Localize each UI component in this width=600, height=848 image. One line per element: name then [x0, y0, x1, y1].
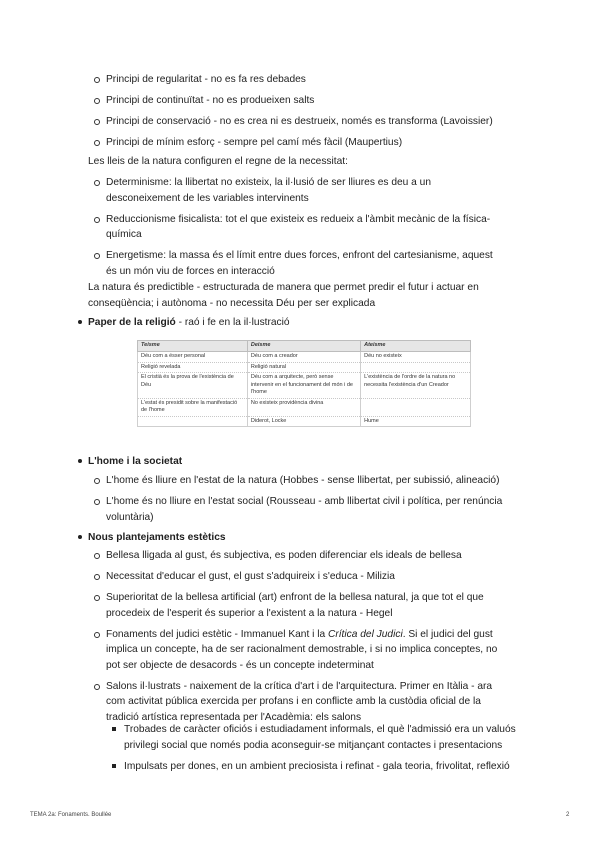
item-text: Superioritat de la bellesa artificial (art) enfront de la bellesa natural, ja que tot el que procedeix de l'esperit és superior a l'existent a la natura - Hegel: [106, 592, 484, 619]
bullet-rest: - raó i fe en la il·lustració: [175, 317, 290, 328]
list-item: Reduccionisme fisicalista: tot el que existeix es redueix a l'àmbit mecànic de la física-química: [106, 212, 506, 243]
item-text: Necessitat d'educar el gust, el gust s'adquireix i s'educa - Milizia: [106, 571, 395, 582]
item-text: Bellesa lligada al gust, és subjectiva, es poden diferenciar els ideals de bellesa: [106, 550, 462, 561]
table-cell: Déu no existeix: [361, 352, 471, 363]
table-header-row: [138, 341, 471, 352]
table-header: Teisme: [138, 341, 248, 352]
list-item: [106, 679, 506, 726]
list-item: Principi de regularitat - no es fa res debades: [106, 72, 506, 88]
list-item: Trobades de caràcter oficiós i estudiadament informals, el què l'admissió era un valuós privilegi social que només podia aconseguir-se mitjançant contactes i presentacions: [124, 722, 524, 753]
salons-list: [124, 722, 524, 780]
religion-table: [137, 340, 471, 427]
list-item: Energetisme: la massa és el límit entre dues forces, enfront del cartesianisme, aquest és un món viu de forces en interacció: [106, 248, 506, 279]
aesthetics-list: [106, 548, 506, 731]
bullet-religio: [88, 315, 290, 330]
paragraph-lleis: Les lleis de la natura configuren el regne de la necessitat:: [88, 156, 348, 167]
footer-title: TEMA 2a: Fonaments. Boullée: [30, 812, 112, 818]
list-item: Determinisme: la llibertat no existeix, la il·lusió de ser lliures es deu a un desconeixement de les variables intervinents: [106, 175, 506, 206]
table-row: [138, 362, 471, 373]
society-list: [106, 473, 506, 531]
list-item: [106, 590, 506, 621]
table-row: [138, 416, 471, 427]
list-item: [106, 569, 506, 585]
table-cell: [138, 416, 248, 427]
bullet-title: Nous plantejaments estètics: [88, 532, 226, 543]
table-cell: Déu com a arquitecte, però sense intervenir en el funcionament del món i de l'home: [247, 373, 360, 399]
list-item: L'home és lliure en l'estat de la natura (Hobbes - sense llibertat, per subissió, alineació): [106, 473, 506, 489]
table-cell: Hume: [361, 416, 471, 427]
table-cell: [361, 398, 471, 416]
necessity-list: [106, 175, 506, 285]
table-row: [138, 373, 471, 399]
bullet-home: [88, 454, 182, 469]
table-cell: L'estat és presidit sobre la manifestació de l'home: [138, 398, 248, 416]
table-cell: El cristià és la prova de l'existència de Déu: [138, 373, 248, 399]
book-title: Crítica del Judici: [327, 628, 403, 640]
table-cell: Religió revelada: [138, 362, 248, 373]
principles-list: [106, 72, 506, 156]
table-row: [138, 398, 471, 416]
list-item: [106, 627, 506, 674]
list-item: Impulsats per dones, en un ambient preciosista i refinat - gala teoria, frivolitat, reflexió: [124, 759, 524, 775]
table-cell: Diderot, Locke: [247, 416, 360, 427]
bullet-estetics: [88, 530, 226, 545]
table-cell: No existeix providència divina: [247, 398, 360, 416]
table-cell: [361, 362, 471, 373]
paragraph-natura: La natura és predictible - estructurada de manera que permet predir el futur i actuar en conseqüència; i autònoma - no necessita Déu per ser explicada: [88, 282, 479, 309]
item-text: . Si el judici del gust implica un concepte, ha de ser racionalment demostrable, i si no implica conceptes, no pot ser objecte de desacords - és un concepte indeterminat: [106, 628, 498, 671]
table-header: Deisme: [247, 341, 360, 352]
list-item: Principi de mínim esforç - sempre pel camí més fàcil (Maupertius): [106, 135, 506, 151]
bullet-title: L'home i la societat: [88, 456, 183, 467]
list-item: L'home és no lliure en l'estat social (Rousseau - amb llibertat civil i política, per renúncia voluntària): [106, 494, 506, 525]
table-cell: L'existència de l'ordre de la natura no necessita l'existència d'un Creador: [361, 373, 471, 399]
list-item: [106, 548, 506, 564]
table-header: Ateisme: [361, 341, 471, 352]
bullet-title: Paper de la religió: [88, 317, 176, 328]
page-number: 2: [566, 812, 570, 818]
table-cell: Déu com a creador: [247, 352, 360, 363]
table-cell: Déu com a ésser personal: [138, 352, 248, 363]
item-text: Fonaments del judici estètic - Immanuel Kant i la: [106, 628, 328, 640]
table-row: [138, 352, 471, 363]
list-item: Principi de continuïtat - no es produeixen salts: [106, 93, 506, 109]
item-text: Salons il·lustrats - naixement de la crítica d'art i de l'arquitectura. Primer en Itàlia - ara com activitat pública exercida per profans i en conflicte amb la custòdia oficial de la tradició artística representada per l'Acadèmia: els salons: [106, 680, 493, 723]
list-item: Principi de conservació - no es crea ni es destrueix, només es transforma (Lavoissier): [106, 114, 506, 130]
table-cell: Religió natural: [247, 362, 360, 373]
